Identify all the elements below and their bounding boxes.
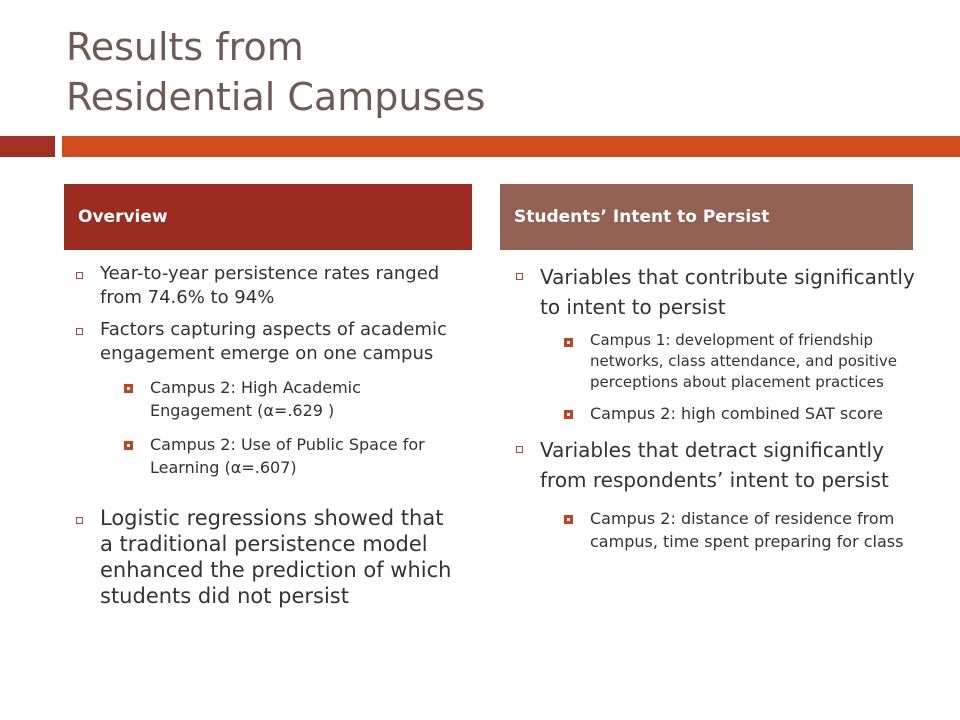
list-item: Factors capturing aspects of academic engagement emerge on one campus	[70, 318, 458, 366]
overview-header-label: Overview	[78, 207, 168, 227]
list-item: Year-to-year persistence rates ranged from 74.6% to 94%	[70, 262, 458, 310]
accent-bar-right	[62, 136, 960, 157]
filled-square-bullet-icon	[564, 515, 573, 524]
list-item: Variables that contribute significantly to intent to persist	[510, 262, 915, 322]
accent-bar-left	[0, 136, 55, 157]
sub-list-item: Campus 2: High Academic Engagement (α=.629 )	[70, 376, 458, 422]
square-bullet-icon	[76, 517, 83, 524]
title-line-1: Results from	[66, 25, 304, 69]
filled-square-bullet-icon	[124, 384, 133, 393]
sub-list-item: Campus 2: Use of Public Space for Learning (α=.607)	[70, 433, 458, 479]
filled-square-bullet-icon	[564, 410, 573, 419]
overview-column	[70, 262, 458, 609]
sub-list-item: Campus 1: development of friendship networks, class attendance, and positive perceptions about placement practices	[510, 330, 915, 393]
title-line-2: Residential Campuses	[66, 75, 486, 119]
list-item: Variables that detract significantly from respondents’ intent to persist	[510, 435, 915, 495]
square-bullet-icon	[516, 273, 523, 280]
overview-header	[64, 184, 472, 250]
filled-square-bullet-icon	[564, 338, 573, 347]
square-bullet-icon	[76, 272, 83, 279]
filled-square-bullet-icon	[124, 441, 133, 450]
intent-header-label: Students’ Intent to Persist	[514, 207, 770, 227]
sub-list-item: Campus 2: high combined SAT score	[510, 402, 915, 425]
square-bullet-icon	[516, 446, 523, 453]
intent-to-persist-header	[500, 184, 913, 250]
intent-column	[510, 262, 915, 553]
square-bullet-icon	[76, 328, 83, 335]
slide-title	[66, 22, 926, 122]
sub-list-item: Campus 2: distance of residence from campus, time spent preparing for class	[510, 507, 915, 553]
list-item: Logistic regressions showed that a traditional persistence model enhanced the prediction of which students did not persist	[70, 505, 458, 609]
